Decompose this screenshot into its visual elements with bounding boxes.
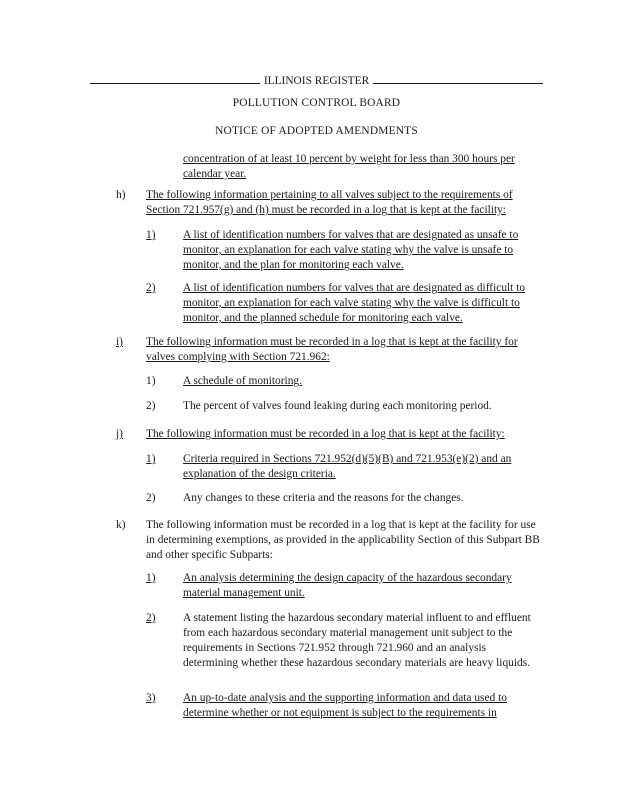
section-i-text: The following information must be recorded in a log that is kept at the facility for valves complying with Section 721.962:	[146, 336, 518, 363]
section-i-item1-label: 1)	[146, 375, 156, 387]
section-h-item1-label: 1)	[146, 229, 156, 241]
section-k-text: The following information must be recorded in a log that is kept at the facility for use in determining exemptions, as provided in the applicability Section of this Subpart BB and other specific Subparts:	[146, 519, 540, 561]
section-k-item3-label: 3)	[146, 692, 156, 704]
section-h-label: h)	[116, 189, 126, 201]
section-h-text: The following information pertaining to all valves subject to the requirements of Section 721.957(g) and (h) must be recorded in a log that is kept at the facility:	[146, 189, 513, 216]
section-k-item1-label: 1)	[146, 572, 156, 584]
section-k-item2-text: A statement listing the hazardous secondary material influent to and effluent from each hazardous secondary material management unit subject to the requirements in Sections 721.952 through 721.960 and an analysis determining whether these hazardous secondary materials are heavy liquids.	[183, 612, 531, 669]
continuation-text: concentration of at least 10 percent by weight for less than 300 hours per calendar year.	[183, 153, 515, 180]
header-rule-left	[90, 71, 260, 84]
section-i-item2-text: The percent of valves found leaking during each monitoring period.	[183, 400, 492, 412]
section-h-item2-label: 2)	[146, 282, 156, 294]
section-i-item2-label: 2)	[146, 400, 156, 412]
section-j-text: The following information must be recorded in a log that is kept at the facility:	[146, 428, 505, 440]
section-h-item1-text: A list of identification numbers for valves that are designated as unsafe to monitor, an explanation for each valve stating why the valve is unsafe to monitor, and the plan for monitoring each valve.	[183, 229, 519, 271]
section-j-item1-label: 1)	[146, 453, 156, 465]
board-title: POLLUTION CONTROL BOARD	[232, 97, 401, 109]
section-j-item2-label: 2)	[146, 492, 156, 504]
section-j-item1-text: Criteria required in Sections 721.952(d)(5)(B) and 721.953(e)(2) and an explanation of the design criteria.	[183, 453, 512, 480]
section-i-label: i)	[116, 336, 123, 348]
register-header	[90, 71, 543, 89]
section-j-label: j)	[116, 428, 123, 440]
section-i-item1-text: A schedule of monitoring.	[183, 375, 302, 387]
notice-title: NOTICE OF ADOPTED AMENDMENTS	[215, 125, 418, 137]
section-h-item2-text: A list of identification numbers for valves that are designated as difficult to monitor, an explanation for each valve stating why the valve is difficult to monitor, and the planned schedule for monitoring each valve.	[183, 282, 526, 324]
header-rule-right	[373, 71, 543, 84]
section-k-label: k)	[116, 519, 126, 531]
register-title: ILLINOIS REGISTER	[263, 75, 370, 87]
section-k-item3-text: An up-to-date analysis and the supporting information and data used to determine whether or not equipment is subject to the requirements in	[183, 692, 507, 719]
section-j-item2-text: Any changes to these criteria and the reasons for the changes.	[183, 492, 464, 504]
section-k-item1-text: An analysis determining the design capacity of the hazardous secondary material management unit.	[183, 572, 512, 599]
section-k-item2-label: 2)	[146, 612, 156, 624]
